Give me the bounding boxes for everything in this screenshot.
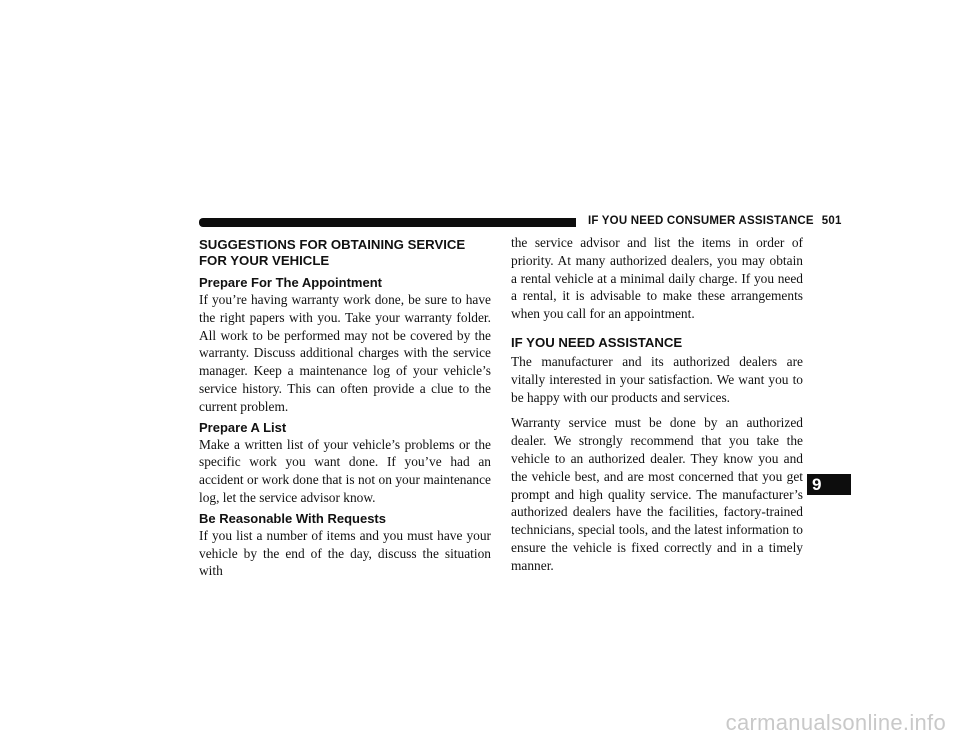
watermark: carmanualsonline.info (725, 710, 946, 735)
section-title-assistance: IF YOU NEED ASSISTANCE (511, 334, 683, 350)
chapter-tab: 9 (807, 474, 851, 495)
page-number: 501 (821, 215, 842, 227)
header-title: IF YOU NEED CONSUMER ASSISTANCE (588, 215, 814, 227)
paragraph-satisfaction: The manufacturer and its authorized dealers are vitally interested in your satisfaction. We want you to be happy with our products and services. (511, 353, 803, 405)
left-column (199, 237, 491, 582)
paragraph-requests: If you list a number of items and you must have your vehicle by the end of the day, discuss the situation with (199, 527, 491, 579)
paragraph-list: Make a written list of your vehicle’s problems or the specific work you want done. If you’ve had an accident or work done that is not on your maintenance log, let the service advisor know. (199, 436, 491, 505)
section-title-service: SUGGESTIONS FOR OBTAINING SERVICE FOR YOUR VEHICLE (199, 237, 466, 268)
paragraph-requests-continued: the service advisor and list the items in order of priority. At many authorized dealers, you may obtain a rental vehicle at a minimal daily charge. If you need a rental, it is advisable to make these arrangements when you call for an appointment. (511, 235, 803, 322)
running-header (588, 215, 842, 227)
header-rule (199, 218, 576, 227)
right-column (511, 234, 803, 583)
paragraph-warranty-service: Warranty service must be done by an authorized dealer. We strongly recommend that you take the vehicle to an authorized dealer. They know you and the vehicle best, and are most concerned that you get prompt and high quality service. The manufacturer’s authorized dealers have the facilities, factory-trained technicians, special tools, and the latest information to ensure the vehicle is fixed correctly and in a timely manner. (511, 415, 803, 573)
paragraph-appointment: If you’re having warranty work done, be sure to have the right papers with you. Take your warranty folder. All work to be performed may not be covered by the warranty. Discuss additional charges with the service manager. Keep a maintenance log of your vehicle’s service history. This can often provide a clue to the current problem. (199, 292, 491, 414)
subheading-appointment: Prepare For The Appointment (199, 275, 382, 290)
subheading-requests: Be Reasonable With Requests (199, 510, 386, 526)
subheading-list: Prepare A List (199, 419, 287, 435)
